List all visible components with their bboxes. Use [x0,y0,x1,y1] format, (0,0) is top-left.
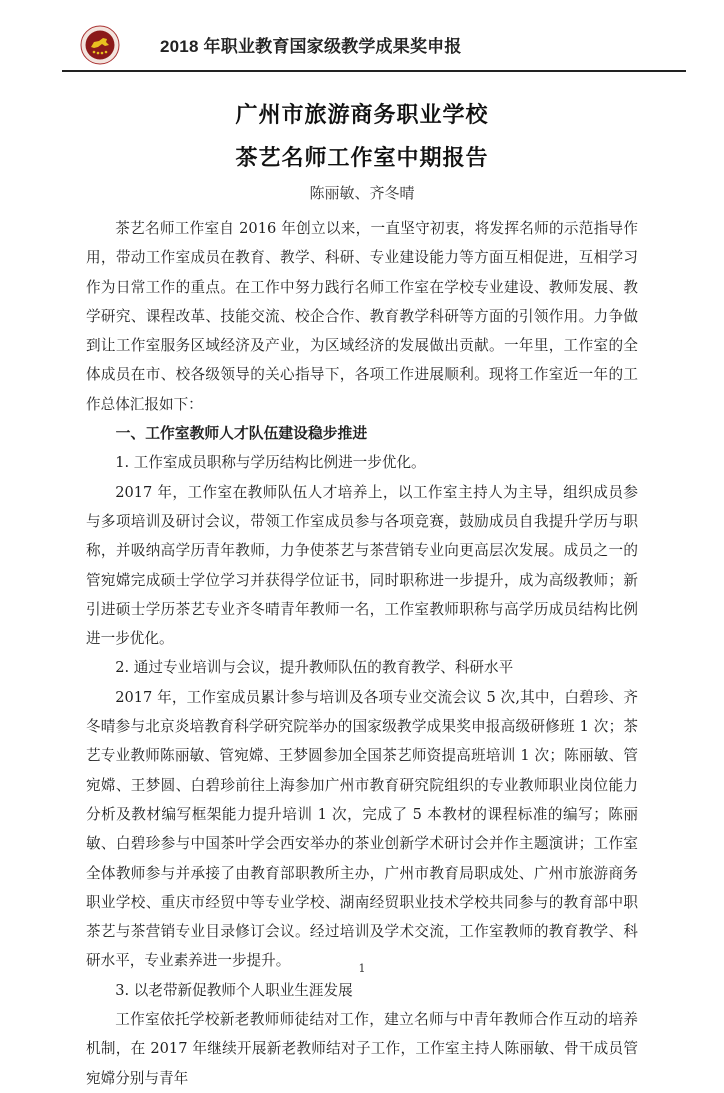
document-title-line1: 广州市旅游商务职业学校 [235,103,489,128]
subsection-3-paragraph: 工作室依托学校新老教师师徒结对工作，建立名师与中青年教师合作互动的培养机制，在 2017 年继续开展新老教师结对子工作，工作室主持人陈丽敏、骨干成员管宛嫦分别与青年 [86,1011,638,1087]
subsection-1-paragraph: 2017 年，工作室在教师队伍人才培养上，以工作室主持人为主导，组织成员参与多项培训及研讨会议，带领工作室成员参与各项竞赛，鼓励成员自我提升学历与职称，并吸纳高学历青年教师，力争使茶艺与茶营销专业向更高层次发展。成员之一的管宛嫦完成硕士学位学习并获得学位证书，同时职称进一步提升，成为高级教师；新引进硕士学历茶艺专业齐冬晴青年教师一名，工作室教师职称与高学历成员结构比例进一步优化。 [86,483,638,648]
section-1-heading: 一、工作室教师人才队伍建设稳步推进 [115,425,368,443]
page-number: 1 [358,962,366,975]
document-authors: 陈丽敏、齐冬晴 [309,184,415,202]
intro-paragraph: 茶艺名师工作室自 2016 年创立以来，一直坚守初衷，将发挥名师的示范指导作用，带动工作室成员在教育、教学、科研、专业建设能力等方面互相促进，互相学习作为日常工作的重点。在工作中努力践行名师工作室在学校专业建设、教师发展、教学研究、课程改革、技能交流、校企合作、教育教学科研等方面的引领作用。力争做到让工作室服务区域经济及产业，为区域经济的发展做出贡献。一年里，工作室的全体成员在市、校各级领导的关心指导下，各项工作进展顺利。现将工作室近一年的工作总体汇报如下： [86,220,638,413]
subsection-2-paragraph: 2017 年，工作室成员累计参与培训及各项专业交流会议 5 次,其中，白碧珍、齐冬晴参与北京炎培教育科学研究院举办的国家级教学成果奖申报高级研修班 1 次；茶艺专业教师陈丽敏、管宛嫦、王梦圆参加全国茶艺师资提高班培训 1 次；陈丽敏、管宛嫦、王梦圆、白碧珍前往上海参加广州市教育研究院组织的专业教师职业岗位能力分析及教材编写框架能力提升培训 1 次，完成了 5 本教材的课程标准的编写；陈丽敏、白碧珍参与中国茶叶学会西安举办的茶业创新学术研讨会并作主题演讲；工作室全体教师参与并承接了由教育部职教所主办，广州市教育局职成处、广州市旅游商务职业学校、重庆市经贸中等专业学校、湖南经贸职业技术学校共同参与的教育部中职茶艺与茶营销专业目录修订会议。经过培训及学术交流，工作室教师的教育教学、科研水平，专业素养进一步提升。 [86,688,638,970]
subsection-3-heading: 3. 以老带新促教师个人职业生涯发展 [115,981,353,999]
header-divider [62,70,686,72]
page-header [62,22,686,72]
document-title-line2: 茶艺名师工作室中期报告 [235,146,489,171]
header-title: 2018 年职业教育国家级教学成果奖申报 [160,37,462,56]
subsection-1-heading: 1. 工作室成员职称与学历结构比例进一步优化。 [115,454,426,472]
school-emblem-icon [80,25,120,65]
subsection-2-heading: 2. 通过专业培训与会议，提升教师队伍的教育教学、科研水平 [115,659,514,677]
